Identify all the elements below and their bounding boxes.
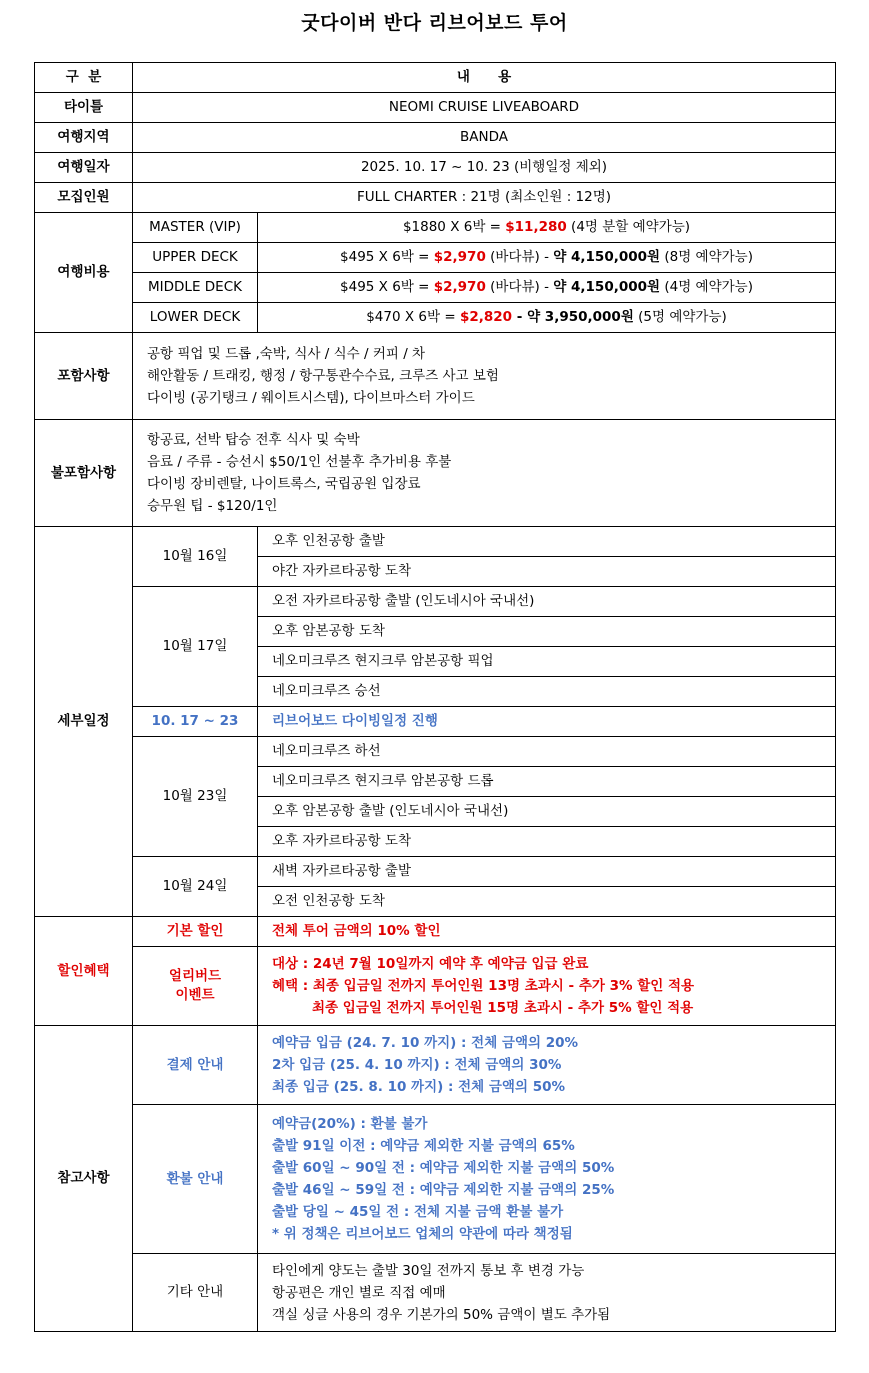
- excluded-label: 불포함사항: [35, 420, 133, 527]
- list-item: 승무원 팁 - $120/1인: [147, 498, 278, 514]
- schedule-label: 세부일정: [35, 527, 133, 917]
- schedule-row: [35, 587, 836, 617]
- cost-row: [35, 303, 836, 333]
- discount-label: 할인혜택: [35, 917, 133, 1026]
- list-item: 다이빙 (공기탱크 / 웨이트시스템), 다이브마스터 가이드: [147, 390, 475, 406]
- schedule-date: 10월 16일: [133, 527, 258, 587]
- list-item: 예약금 입금 (24. 7. 10 까지) : 전체 금액의 20%: [272, 1035, 579, 1051]
- page-title: 굿다이버 반다 리브어보드 투어: [301, 12, 568, 34]
- row-value: NEOMI CRUISE LIVEABOARD: [133, 93, 836, 123]
- cabin-name: MIDDLE DECK: [133, 273, 258, 303]
- discount-name: 기본 할인: [133, 917, 258, 947]
- schedule-item: 오전 인천공항 도착: [258, 887, 836, 917]
- header-category: 구 분: [35, 63, 133, 93]
- schedule-item: 오후 암본공항 도착: [258, 617, 836, 647]
- schedule-item: 리브어보드 다이빙일정 진행: [258, 707, 836, 737]
- cabin-name: MASTER (VIP): [133, 213, 258, 243]
- list-item: 공항 픽업 및 드롭 ,숙박, 식사 / 식수 / 커피 / 차: [147, 346, 426, 362]
- list-item: 최종 입금 (25. 8. 10 까지) : 전체 금액의 50%: [272, 1079, 566, 1095]
- recruit-row: [35, 183, 836, 213]
- excluded-list: [133, 420, 836, 527]
- list-item: 다이빙 장비렌탈, 나이트록스, 국립공원 입장료: [147, 476, 421, 492]
- schedule-item: 야간 자카르타공항 도착: [258, 557, 836, 587]
- included-row: [35, 333, 836, 420]
- schedule-item: 오전 자카르타공항 출발 (인도네시아 국내선): [258, 587, 836, 617]
- list-item: 2차 입금 (25. 4. 10 까지) : 전체 금액의 30%: [272, 1057, 562, 1073]
- schedule-item: 오후 암본공항 출발 (인도네시아 국내선): [258, 797, 836, 827]
- schedule-date: 10. 17 ~ 23: [133, 707, 258, 737]
- schedule-item: 네오미크루즈 하선: [258, 737, 836, 767]
- cabin-name: LOWER DECK: [133, 303, 258, 333]
- cost-row: [35, 213, 836, 243]
- cabin-price: $495 X 6박 = $2,970 (바다뷰) - 약 4,150,000원 (4명 예약가능): [258, 273, 836, 303]
- list-item: 최종 입금일 전까지 투어인원 15명 초과시 - 추가 5% 할인 적용: [312, 1000, 694, 1016]
- schedule-row: [35, 707, 836, 737]
- schedule-row: [35, 737, 836, 767]
- discount-row: [35, 917, 836, 947]
- tour-info-table: [34, 62, 836, 1332]
- schedule-item: 새벽 자카르타공항 출발: [258, 857, 836, 887]
- list-item: 출발 당일 ~ 45일 전 : 전체 지불 금액 환불 불가: [272, 1204, 564, 1220]
- notes-row: [35, 1254, 836, 1332]
- notes-row: [35, 1105, 836, 1254]
- cost-row: [35, 273, 836, 303]
- title-row: [35, 93, 836, 123]
- region-row: [35, 123, 836, 153]
- list-item: 혜택 : 최종 입금일 전까지 투어인원 13명 초과시 - 추가 3% 할인 적용: [272, 978, 695, 994]
- schedule-item: 네오미크루즈 현지크루 암본공항 픽업: [258, 647, 836, 677]
- row-value: FULL CHARTER : 21명 (최소인원 : 12명): [133, 183, 836, 213]
- discount-text: [258, 947, 836, 1026]
- schedule-item: 네오미크루즈 현지크루 암본공항 드롭: [258, 767, 836, 797]
- excluded-row: [35, 420, 836, 527]
- cabin-price: $470 X 6박 = $2,820 - 약 3,950,000원 (5명 예약가능): [258, 303, 836, 333]
- discount-name-line: 이벤트: [175, 987, 215, 1003]
- discount-name-line: 얼리버드: [168, 968, 222, 984]
- list-item: 예약금(20%) : 환불 불가: [272, 1116, 428, 1132]
- list-item: 출발 60일 ~ 90일 전 : 예약금 제외한 지불 금액의 50%: [272, 1160, 615, 1176]
- list-item: 객실 싱글 사용의 경우 기본가의 50% 금액이 별도 추가됨: [272, 1306, 611, 1323]
- row-label: 타이틀: [35, 93, 133, 123]
- list-item: * 위 정책은 리브어보드 업체의 약관에 따라 책정됨: [272, 1226, 573, 1242]
- included-label: 포함사항: [35, 333, 133, 420]
- list-item: 출발 91일 이전 : 예약금 제외한 지불 금액의 65%: [272, 1138, 575, 1154]
- cabin-price: $495 X 6박 = $2,970 (바다뷰) - 약 4,150,000원 (8명 예약가능): [258, 243, 836, 273]
- list-item: 대상 : 24년 7월 10일까지 예약 후 예약금 입급 완료: [272, 956, 589, 972]
- notes-text: [258, 1254, 836, 1332]
- discount-text: 전체 투어 금액의 10% 할인: [258, 917, 836, 947]
- list-item: 항공료, 선박 탑승 전후 식사 및 숙박: [147, 432, 360, 448]
- header-content: 내 용: [133, 63, 836, 93]
- notes-name: 기타 안내: [133, 1254, 258, 1332]
- notes-row: [35, 1026, 836, 1105]
- list-item: 해안활동 / 트래킹, 행정 / 항구통관수수료, 크루즈 사고 보험: [147, 368, 499, 384]
- list-item: 타인에게 양도는 출발 30일 전까지 통보 후 변경 가능: [272, 1262, 585, 1279]
- schedule-row: [35, 527, 836, 557]
- cabin-price: $1880 X 6박 = $11,280 (4명 분할 예약가능): [258, 213, 836, 243]
- row-value: 2025. 10. 17 ~ 10. 23 (비행일정 제외): [133, 153, 836, 183]
- schedule-item: 네오미크루즈 승선: [258, 677, 836, 707]
- list-item: 항공편은 개인 별로 직접 예매: [272, 1284, 446, 1301]
- notes-name: 환불 안내: [133, 1105, 258, 1254]
- row-label: 모집인원: [35, 183, 133, 213]
- schedule-date: 10월 24일: [133, 857, 258, 917]
- list-item: 음료 / 주류 - 승선시 $50/1인 선불후 추가비용 후불: [147, 454, 452, 470]
- notes-name: 결제 안내: [133, 1026, 258, 1105]
- notes-text: [258, 1105, 836, 1254]
- row-value: BANDA: [133, 123, 836, 153]
- schedule-item: 오후 자카르타공항 도착: [258, 827, 836, 857]
- row-label: 여행일자: [35, 153, 133, 183]
- row-label: 여행지역: [35, 123, 133, 153]
- schedule-item: 오후 인천공항 출발: [258, 527, 836, 557]
- dates-row: [35, 153, 836, 183]
- schedule-row: [35, 857, 836, 887]
- list-item: 출발 46일 ~ 59일 전 : 예약금 제외한 지불 금액의 25%: [272, 1182, 615, 1198]
- schedule-date: 10월 23일: [133, 737, 258, 857]
- notes-text: [258, 1026, 836, 1105]
- notes-label: 참고사항: [35, 1026, 133, 1332]
- cost-row: [35, 243, 836, 273]
- cabin-name: UPPER DECK: [133, 243, 258, 273]
- discount-row: [35, 947, 836, 1026]
- discount-name: [133, 947, 258, 1026]
- cost-label: 여행비용: [35, 213, 133, 333]
- included-list: [133, 333, 836, 420]
- schedule-date: 10월 17일: [133, 587, 258, 707]
- header-row: [35, 63, 836, 93]
